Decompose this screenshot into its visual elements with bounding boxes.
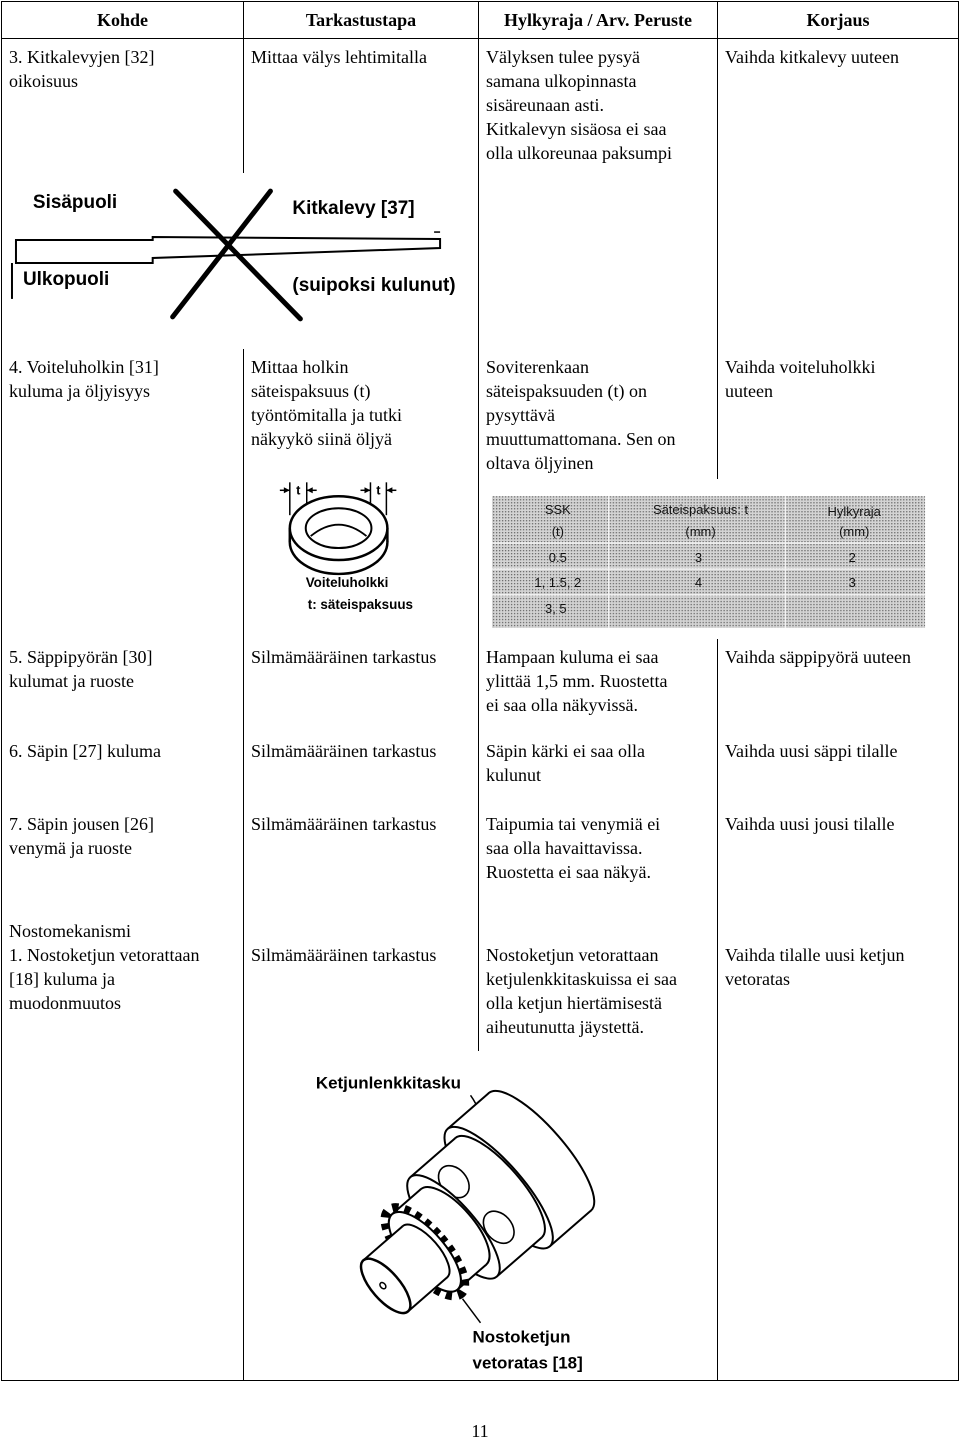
korjaus-text: Vaihda tilalle uusi ketjun vetoratas xyxy=(725,944,905,989)
header-row xyxy=(2,2,959,39)
section-title: Nostomekanismi xyxy=(9,920,131,941)
tarkastustapa-text: Silmämääräinen tarkastus xyxy=(251,740,437,761)
kohde-text: 1. Nostoketjun vetorattaan [18] kuluma ja muodonmuutos xyxy=(9,944,200,1013)
thickness-label-left: t xyxy=(296,481,301,497)
kohde-cell xyxy=(2,733,244,806)
table-row xyxy=(2,39,959,173)
spec-cell: 2 xyxy=(848,549,856,565)
spec-header-thickness: Säteispaksuus: t xyxy=(652,501,749,517)
header-hylkyraja: Hylkyraja / Arv. Peruste xyxy=(479,2,718,39)
spec-cell: 3 xyxy=(694,549,703,565)
empty-cell xyxy=(2,1051,244,1381)
spec-header-ssk-unit: (t) xyxy=(551,523,564,539)
korjaus-cell xyxy=(718,733,959,806)
outer-side-label: Ulkopuoli xyxy=(22,268,110,290)
korjaus-text: Vaihda säppipyörä uuteen xyxy=(725,646,911,667)
kohde-cell xyxy=(2,639,244,733)
sprocket-label-line-1: Nostoketjun xyxy=(472,1327,571,1347)
hylkyraja-cell xyxy=(479,806,718,913)
empty-cell xyxy=(2,479,244,639)
bushing-ring-icon xyxy=(290,496,388,574)
thickness-label-right: t xyxy=(376,481,381,497)
page-number: 11 xyxy=(471,1421,489,1441)
empty-cell xyxy=(718,1051,959,1381)
hylkyraja-cell xyxy=(479,733,718,806)
hylkyraja-text: Säpin kärki ei saa olla kulunut xyxy=(486,740,645,785)
sprocket-figure-cell xyxy=(244,1051,718,1381)
spec-cell: 4 xyxy=(694,574,703,590)
table-row xyxy=(2,913,959,1051)
spec-header-limit: Hylkyraja xyxy=(827,503,881,519)
korjaus-cell xyxy=(718,806,959,913)
tarkastustapa-text: Mittaa holkin säteispaksuus (t) työntömitalla ja tutki näkyykö siinä öljyä xyxy=(251,356,402,449)
hylkyraja-text: Soviterenkaan säteispaksuuden (t) on pysyttävä muuttumattomana. Sen on oltava öljyinen xyxy=(486,356,676,473)
thickness-legend: t: säteispaksuus xyxy=(307,596,414,612)
spec-table-figure-cell xyxy=(479,479,959,639)
tarkastustapa-cell xyxy=(244,639,479,733)
hylkyraja-text: Hampaan kuluma ei saa ylittää 1,5 mm. Ruostetta ei saa olla näkyvissä. xyxy=(486,646,668,715)
tarkastustapa-text: Mittaa välys lehtimitalla xyxy=(251,47,427,67)
kohde-cell xyxy=(2,913,244,1051)
inner-side-label: Sisäpuoli xyxy=(32,191,118,213)
kohde-cell xyxy=(2,806,244,913)
tarkastustapa-text: Silmämääräinen tarkastus xyxy=(251,944,437,965)
friction-disc-figure-cell xyxy=(2,173,479,349)
kohde-cell xyxy=(2,39,244,173)
inspection-table xyxy=(1,1,959,1381)
spec-cell: 3 xyxy=(848,574,856,590)
table-row xyxy=(2,639,959,733)
tarkastustapa-cell xyxy=(244,349,479,479)
hylkyraja-cell xyxy=(479,349,718,479)
hylkyraja-cell xyxy=(479,913,718,1051)
bushing-diagram xyxy=(244,479,478,638)
tarkastustapa-text: Silmämääräinen tarkastus xyxy=(251,646,437,667)
tarkastustapa-cell xyxy=(244,733,479,806)
korjaus-text: Vaihda uusi säppi tilalle xyxy=(725,740,898,761)
friction-disc-diagram xyxy=(2,173,478,348)
bushing-figure-cell xyxy=(244,479,479,639)
kohde-text: 5. Säppipyörän [30] kulumat ja ruoste xyxy=(9,646,153,691)
tarkastustapa-cell xyxy=(244,39,479,173)
korjaus-text: Vaihda kitkalevy uuteen xyxy=(725,47,899,67)
korjaus-cell xyxy=(718,39,959,173)
chain-pocket-label: Ketjunlenkkitasku xyxy=(315,1072,461,1092)
kohde-text: 4. Voiteluholkin [31] kuluma ja öljyisyys xyxy=(9,356,159,401)
bushing-caption: Voiteluholkki xyxy=(305,574,389,590)
hylkyraja-text: Taipumia tai venymiä ei saa olla havaittavissa. Ruostetta ei saa näkyä. xyxy=(486,813,661,882)
sprocket-icon xyxy=(324,1077,609,1354)
empty-cell xyxy=(479,173,718,349)
tarkastustapa-cell xyxy=(244,913,479,1051)
tarkastustapa-text: Silmämääräinen tarkastus xyxy=(251,813,437,834)
spec-header-ssk: SSK xyxy=(544,501,571,517)
hylkyraja-cell xyxy=(479,639,718,733)
table-row xyxy=(2,733,959,806)
hylkyraja-text: Nostoketjun vetorattaan ketjulenkkitaskuissa ei saa olla ketjun hiertämisestä aiheutunutta jäystettä. xyxy=(486,944,677,1037)
spec-header-thickness-unit: (mm) xyxy=(685,523,716,539)
hylkyraja-cell xyxy=(479,39,718,173)
disc-label: Kitkalevy [37] xyxy=(292,197,415,219)
worn-note-label: (suipoksi kulunut) xyxy=(292,274,456,296)
spec-cell: 3, 5 xyxy=(545,600,567,616)
empty-cell xyxy=(718,173,959,349)
figure-row xyxy=(2,173,959,349)
worn-disc-shape xyxy=(16,237,440,263)
sprocket-leader-line xyxy=(463,1298,481,1322)
spec-table-image xyxy=(479,479,958,638)
kohde-text: 7. Säpin jousen [26] venymä ja ruoste xyxy=(9,813,154,858)
korjaus-cell xyxy=(718,639,959,733)
figure-row xyxy=(2,1051,959,1381)
kohde-cell xyxy=(2,349,244,479)
spec-cell: 1, 1.5, 2 xyxy=(534,574,582,590)
figure-row xyxy=(2,479,959,639)
tarkastustapa-cell xyxy=(244,806,479,913)
sprocket-diagram xyxy=(244,1051,717,1380)
header-tarkastustapa: Tarkastustapa xyxy=(244,2,479,39)
spec-cell: 0.5 xyxy=(548,549,567,565)
korjaus-text: Vaihda uusi jousi tilalle xyxy=(725,813,895,834)
korjaus-cell xyxy=(718,349,959,479)
sprocket-label-line-2: vetoratas [18] xyxy=(472,1353,583,1373)
kohde-text: 6. Säpin [27] kuluma xyxy=(9,740,161,761)
spec-header-limit-unit: (mm) xyxy=(839,523,870,539)
header-kohde: Kohde xyxy=(2,2,244,39)
table-row xyxy=(2,806,959,913)
table-row xyxy=(2,349,959,479)
korjaus-text: Vaihda voiteluholkki uuteen xyxy=(725,356,876,401)
korjaus-cell xyxy=(718,913,959,1051)
hylkyraja-text: Välyksen tulee pysyä samana ulkopinnasta sisäreunaan asti. Kitkalevyn sisäosa ei saa olla ulkoreunaa paksumpi xyxy=(486,47,672,163)
header-korjaus: Korjaus xyxy=(718,2,959,39)
kohde-text: 3. Kitkalevyjen [32] oikoisuus xyxy=(9,47,155,91)
